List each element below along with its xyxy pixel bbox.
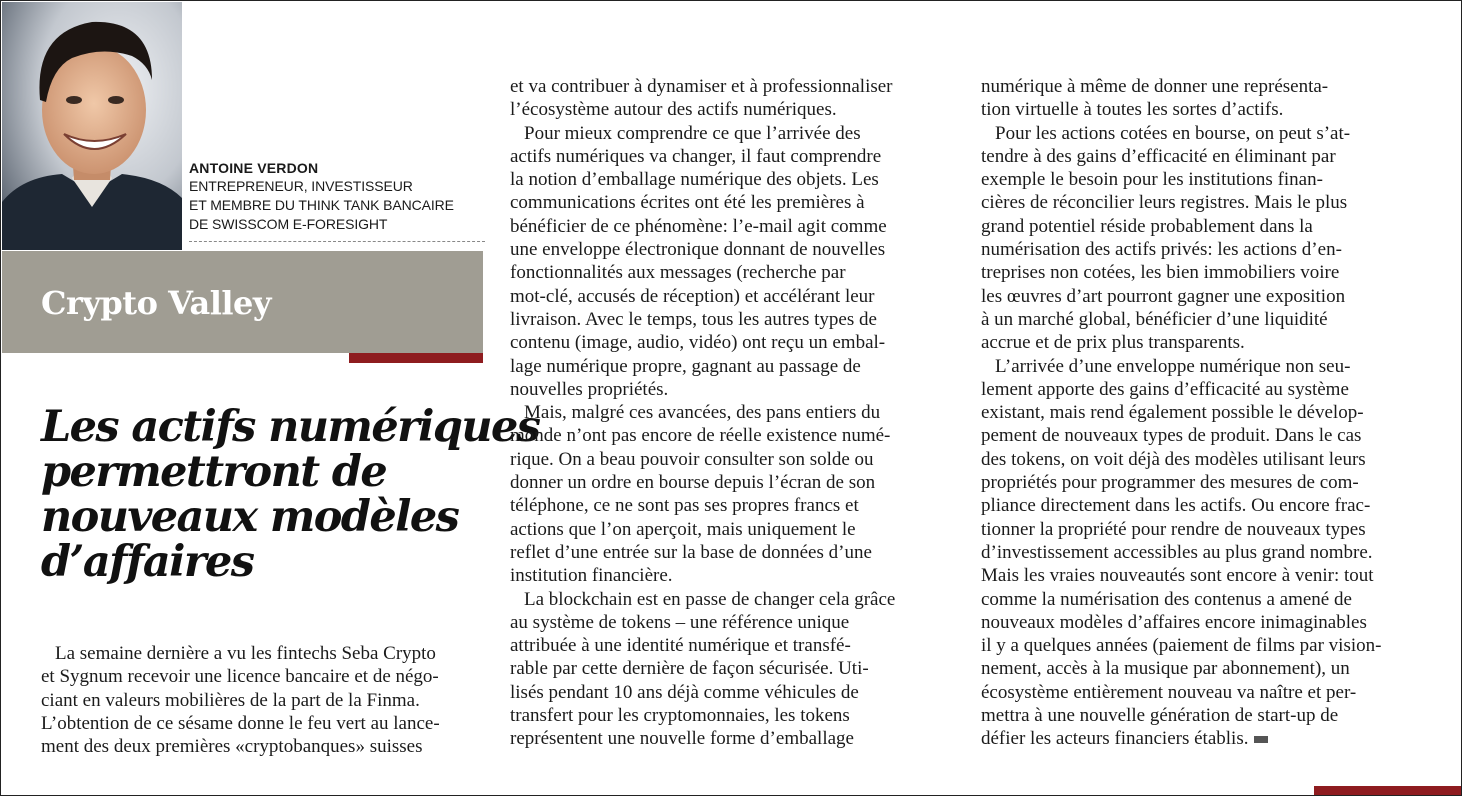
text-line: numérisation des actifs privés: les actions d’en- [981,239,1342,261]
headline-line: d’affaires [41,537,254,587]
text-line: reflet d’une entrée sur la base de données d’une [510,541,872,563]
text-line: écosystème entièrement nouveau va naître et per- [981,681,1357,703]
text-line: Mais, malgré ces avancées, des pans entiers du [524,402,881,424]
text-line: ciant en valeurs mobilières de la part de la Finma. [41,689,420,711]
text-line: d’investissement accessibles au plus grand nombre. [981,541,1373,563]
text-line: lisés pendant 10 ans déjà comme véhicules de [510,681,859,703]
text-line: attribuée à une identité numérique et transfé- [510,635,851,657]
text-line: L’arrivée d’une enveloppe numérique non seu- [995,355,1351,377]
headline-line: nouveaux modèles [41,492,459,542]
text-line: nouvelles propriétés. [510,378,669,400]
text-line: communications écrites ont été les premières à [510,192,865,214]
byline-divider [189,241,485,242]
text-line: actions que l’on aperçoit, mais uniquement le [510,518,856,540]
text-line: comme la numérisation des contenus a amené de [981,588,1352,610]
text-line: La blockchain est en passe de changer cela grâce [524,588,896,610]
text-line: au système de tokens – une référence unique [510,611,850,633]
text-line: pliance directement dans les actifs. Ou encore frac- [981,495,1371,517]
author-portrait [2,2,182,250]
text-line: lage numérique propre, gagnant au passage de [510,355,861,377]
rubric-accent-bar [349,353,483,363]
article-headline [41,402,540,587]
text-line: des tokens, on voit déjà des modèles utilisant leurs [981,448,1366,470]
text-line: mot-clé, accusés de réception) et accélérant leur [510,285,875,307]
text-line: ment des deux premières «cryptobanques» suisses [41,736,423,758]
text-line: nement, accès à la musique par abonnement), un [981,658,1350,680]
text-line-content: défier les acteurs financiers établis. [981,728,1249,750]
text-line: grand potentiel réside probablement dans la [981,215,1313,237]
text-line: rable par cette dernière de façon sécurisée. Uti- [510,658,869,680]
text-line: livraison. Avec le temps, tous les autres types de [510,308,877,330]
text-line: une enveloppe électronique donnant de nouvelles [510,239,886,261]
text-line: et va contribuer à dynamiser et à professionnaliser [510,76,893,97]
text-line: institution financière. [510,565,673,587]
text-line: représentent une nouvelle forme d’emballage [510,728,854,750]
headline-line: Les actifs numériques [41,402,540,452]
text-line: propriétés pour programmer des mesures de com- [981,472,1359,494]
text-line: pement de nouveaux types de produit. Dans le cas [981,425,1362,447]
text-column-2 [510,75,952,751]
text-line: donner un ordre en bourse depuis l’écran de son [510,472,876,494]
text-line: tionner la propriété pour rendre de nouveaux types [981,518,1366,540]
text-line: bénéficier de ce phénomène: l’e-mail agit comme [510,215,887,237]
text-line: les œuvres d’art pourront gagner une exposition [981,285,1346,307]
text-line: il y a quelques années (paiement de films par vision- [981,635,1382,657]
footer-accent-bar [1314,786,1462,796]
text-line: contenu (image, audio, vidéo) ont reçu un embal- [510,332,886,354]
text-line: téléphone, ce ne sont pas ses propres francs et [510,495,859,517]
text-line: treprises non cotées, les bien immobiliers voire [981,262,1340,284]
text-line: Pour les actions cotées en bourse, on peut s’at- [995,122,1351,144]
author-byline [189,159,489,234]
text-line: Mais les vraies nouveautés sont encore à venir: tout [981,565,1374,587]
text-line: rique. On a beau pouvoir consulter son solde ou [510,448,874,470]
text-line: l’écosystème autour des actifs numériques. [510,99,837,121]
text-line: Pour mieux comprendre ce que l’arrivée des [524,122,861,144]
portrait-photo-icon [2,2,182,250]
text-column-3 [981,75,1423,751]
text-line: cières de réconcilier leurs registres. Mais le plus [981,192,1348,214]
author-role-line: ENTREPRENEUR, INVESTISSEUR [189,178,413,194]
author-role-line: DE SWISSCOM E-FORESIGHT [189,216,388,232]
text-line: transfert pour les cryptomonnaies, les tokens [510,705,850,727]
author-name: ANTOINE VERDON [189,160,319,176]
end-mark-icon [1254,736,1268,743]
text-line: actifs numériques va changer, il faut comprendre [510,145,882,167]
text-line: tendre à des gains d’efficacité en éliminant par [981,145,1336,167]
text-line: exemple le besoin pour les institutions finan- [981,169,1323,191]
rubric-title: Crypto Valley [41,284,271,322]
text-line: lement apporte des gains d’efficacité au système [981,378,1349,400]
text-line: L’obtention de ce sésame donne le feu vert au lance- [41,712,440,734]
text-line: la notion d’emballage numérique des objets. Les [510,169,879,191]
text-line: accrue et de prix plus transparents. [981,332,1245,354]
text-line: tion virtuelle à toutes les sortes d’actifs. [981,99,1284,121]
text-line: et Sygnum recevoir une licence bancaire et de négo- [41,666,439,688]
author-role-line: ET MEMBRE DU THINK TANK BANCAIRE [189,197,454,213]
text-line [981,727,1423,750]
text-line: existant, mais rend également possible le dévelop- [981,402,1364,424]
text-line: fonctionnalités aux messages (recherche par [510,262,846,284]
text-column-1 [41,642,485,758]
text-line: La semaine dernière a vu les fintechs Seba Crypto [55,643,436,664]
text-line: à un marché global, bénéficier d’une liquidité [981,308,1328,330]
text-line: monde n’ont pas encore de réelle existence numé- [510,425,891,447]
headline-line: permettront de [41,447,387,497]
text-line: numérique à même de donner une représenta- [981,76,1329,97]
text-line: nouveaux modèles d’affaires encore inimaginables [981,611,1367,633]
text-line: mettra à une nouvelle génération de start-up de [981,705,1339,727]
